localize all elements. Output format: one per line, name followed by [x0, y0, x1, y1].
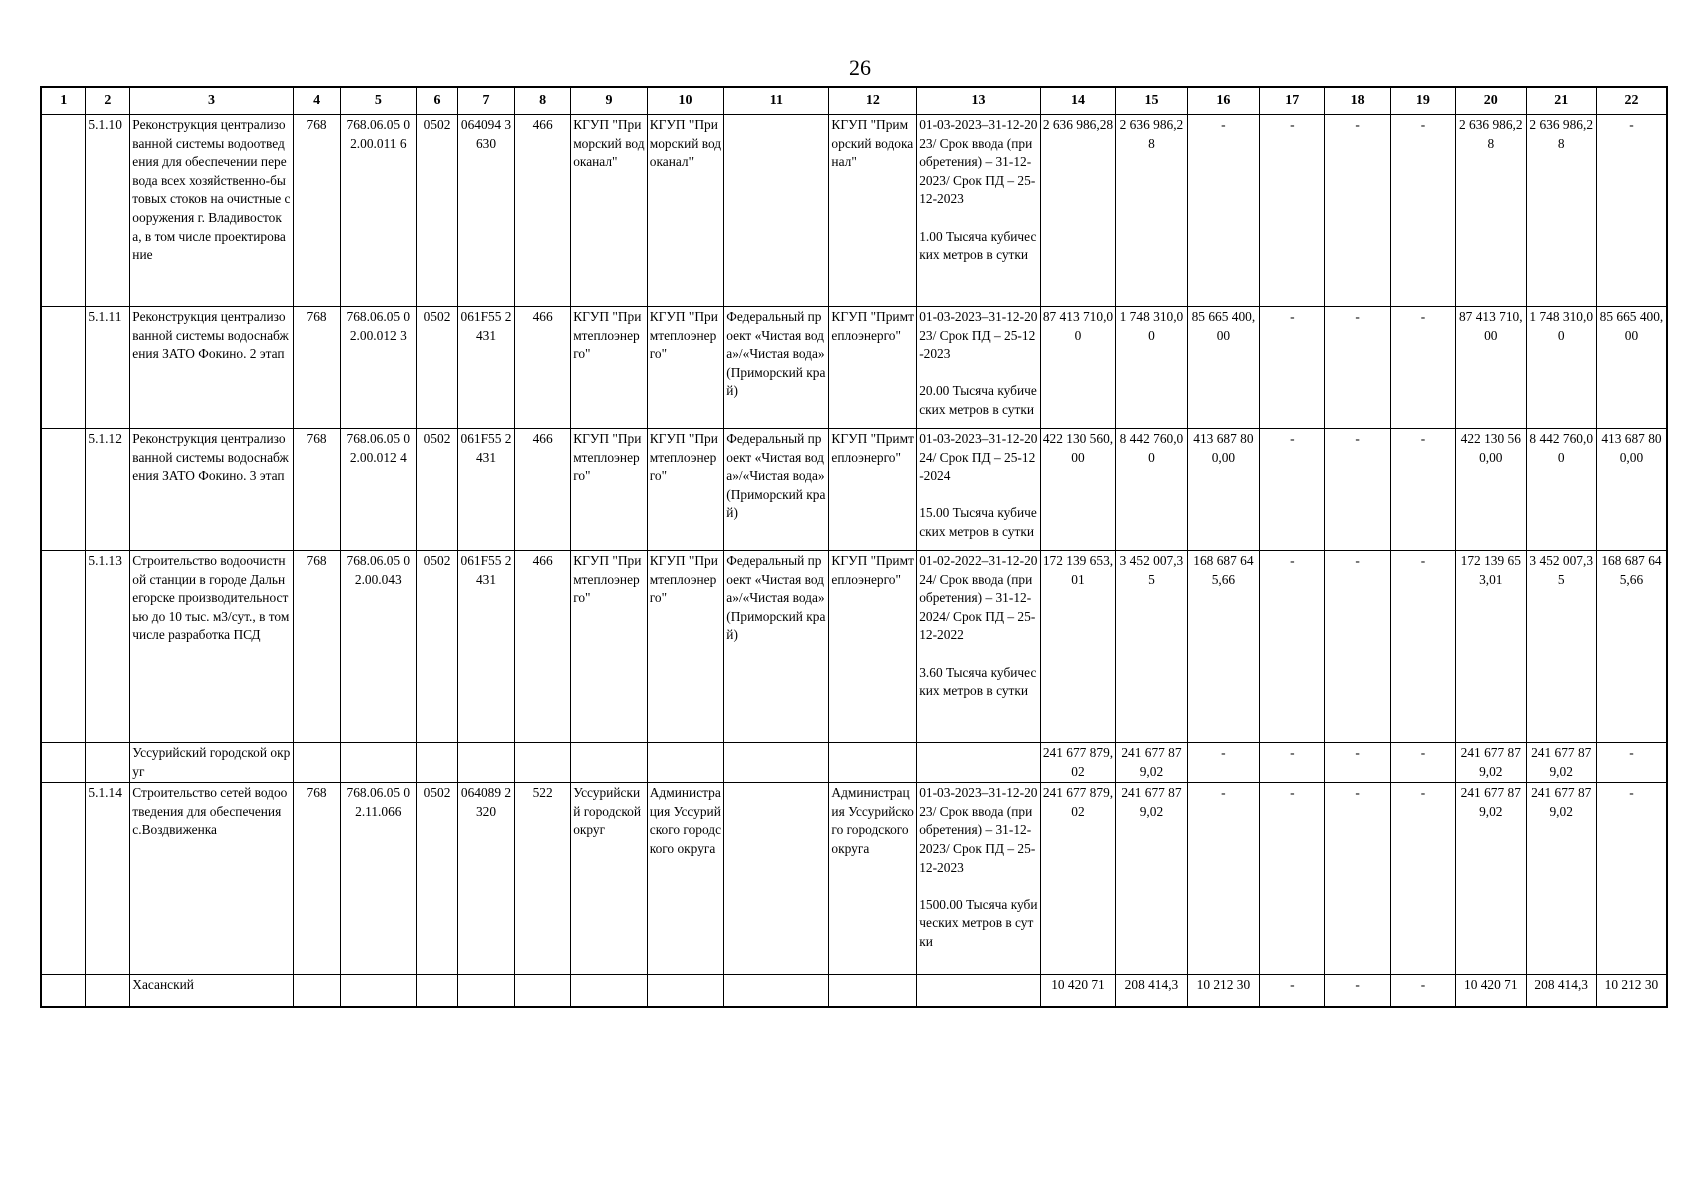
- cell-col-9: КГУП "Примтеплоэнерго": [571, 307, 648, 429]
- cell-col-21: 1 748 310,00: [1526, 307, 1596, 429]
- cell-col-18: -: [1325, 115, 1390, 307]
- cell-col-22: 10 212 30: [1596, 975, 1667, 1007]
- cell-col-13: 01-03-2023–31-12-2023/ Срок ввода (приобретения) – 31-12-2023/ Срок ПД – 25-12-2023 1500.00 Тысяча кубических метров в сутки: [917, 783, 1041, 975]
- cell-col-6: 0502: [417, 307, 458, 429]
- column-number: 14: [1040, 87, 1116, 115]
- cell-col-12: КГУП "Приморский водоканал": [829, 115, 917, 307]
- cell-col-20: 2 636 986,28: [1456, 115, 1526, 307]
- cell-col-11: [724, 743, 829, 783]
- cell-col-16: -: [1187, 115, 1259, 307]
- column-number: 1: [41, 87, 86, 115]
- cell-col-1: [41, 307, 86, 429]
- cell-col-14: 422 130 560,00: [1040, 429, 1116, 551]
- cell-col-10: КГУП "Примтеплоэнерго": [647, 307, 724, 429]
- cell-col-1: [41, 975, 86, 1007]
- cell-col-7: [457, 743, 514, 783]
- measure-number: [86, 975, 130, 1007]
- cell-col-15: 3 452 007,35: [1116, 551, 1187, 743]
- cell-col-7: 064089 2320: [457, 783, 514, 975]
- cell-col-22: 413 687 800,00: [1596, 429, 1667, 551]
- table-row: [41, 743, 1667, 783]
- table-row: [41, 783, 1667, 975]
- cell-col-21: 3 452 007,35: [1526, 551, 1596, 743]
- cell-col-4: 768: [293, 307, 340, 429]
- cell-col-18: -: [1325, 551, 1390, 743]
- cell-col-4: [293, 975, 340, 1007]
- cell-col-5: 768.06.05 02.11.066: [340, 783, 417, 975]
- cell-col-16: 413 687 800,00: [1187, 429, 1259, 551]
- cell-col-6: [417, 975, 458, 1007]
- cell-col-8: 466: [515, 115, 571, 307]
- cell-col-1: [41, 743, 86, 783]
- cell-col-6: [417, 743, 458, 783]
- measure-number: 5.1.10: [86, 115, 130, 307]
- cell-col-17: -: [1260, 307, 1325, 429]
- cell-col-11: [724, 975, 829, 1007]
- cell-col-13: 01-03-2023–31-12-2023/ Срок ПД – 25-12-2023 20.00 Тысяча кубических метров в сутки: [917, 307, 1041, 429]
- column-number: 5: [340, 87, 417, 115]
- column-number: 2: [86, 87, 130, 115]
- cell-col-9: КГУП "Приморский водоканал": [571, 115, 648, 307]
- cell-col-10: [647, 743, 724, 783]
- cell-col-21: 241 677 879,02: [1526, 783, 1596, 975]
- cell-col-20: 172 139 653,01: [1456, 551, 1526, 743]
- cell-col-8: [515, 975, 571, 1007]
- cell-col-17: -: [1260, 783, 1325, 975]
- cell-col-13: 01-03-2023–31-12-2023/ Срок ввода (приобретения) – 31-12-2023/ Срок ПД – 25-12-2023 1.00 Тысяча кубических метров в сутки: [917, 115, 1041, 307]
- cell-col-10: КГУП "Примтеплоэнерго": [647, 429, 724, 551]
- cell-col-18: -: [1325, 975, 1390, 1007]
- cell-col-18: -: [1325, 429, 1390, 551]
- cell-col-11: [724, 783, 829, 975]
- cell-col-15: 1 748 310,00: [1116, 307, 1187, 429]
- measure-title: Реконструкция централизованной системы водоснабжения ЗАТО Фокино. 2 этап: [130, 307, 293, 429]
- cell-col-4: 768: [293, 551, 340, 743]
- column-number: 18: [1325, 87, 1390, 115]
- cell-col-8: 466: [515, 307, 571, 429]
- cell-col-4: 768: [293, 429, 340, 551]
- cell-col-10: Администрация Уссурийского городского округа: [647, 783, 724, 975]
- cell-col-16: -: [1187, 743, 1259, 783]
- cell-col-13: 01-03-2023–31-12-2024/ Срок ПД – 25-12-2024 15.00 Тысяча кубических метров в сутки: [917, 429, 1041, 551]
- cell-col-22: -: [1596, 743, 1667, 783]
- measure-title: Хасанский: [130, 975, 293, 1007]
- cell-col-12: КГУП "Примтеплоэнерго": [829, 307, 917, 429]
- cell-col-21: 208 414,3: [1526, 975, 1596, 1007]
- cell-col-14: 87 413 710,00: [1040, 307, 1116, 429]
- measure-number: 5.1.11: [86, 307, 130, 429]
- cell-col-9: [571, 743, 648, 783]
- cell-col-20: 241 677 879,02: [1456, 743, 1526, 783]
- column-number: 20: [1456, 87, 1526, 115]
- cell-col-1: [41, 551, 86, 743]
- cell-col-20: 241 677 879,02: [1456, 783, 1526, 975]
- cell-col-13: [917, 975, 1041, 1007]
- cell-col-19: -: [1390, 429, 1455, 551]
- cell-col-21: 2 636 986,28: [1526, 115, 1596, 307]
- cell-col-1: [41, 429, 86, 551]
- cell-col-13: 01-02-2022–31-12-2024/ Срок ввода (приобретения) – 31-12-2024/ Срок ПД – 25-12-2022 3.60 Тысяча кубических метров в сутки: [917, 551, 1041, 743]
- cell-col-9: [571, 975, 648, 1007]
- cell-col-12: Администрация Уссурийского городского округа: [829, 783, 917, 975]
- column-number: 16: [1187, 87, 1259, 115]
- cell-col-19: -: [1390, 115, 1455, 307]
- cell-col-7: 061F55 2431: [457, 429, 514, 551]
- cell-col-6: 0502: [417, 783, 458, 975]
- cell-col-12: [829, 975, 917, 1007]
- cell-col-13: [917, 743, 1041, 783]
- cell-col-8: 522: [515, 783, 571, 975]
- column-number: 7: [457, 87, 514, 115]
- table-row: [41, 551, 1667, 743]
- measure-title: Реконструкция централизованной системы водоснабжения ЗАТО Фокино. 3 этап: [130, 429, 293, 551]
- cell-col-5: [340, 743, 417, 783]
- cell-col-5: [340, 975, 417, 1007]
- cell-col-17: -: [1260, 743, 1325, 783]
- cell-col-12: КГУП "Примтеплоэнерго": [829, 429, 917, 551]
- column-number: 12: [829, 87, 917, 115]
- column-number-row: [41, 87, 1667, 115]
- column-number: 13: [917, 87, 1041, 115]
- cell-col-16: 168 687 645,66: [1187, 551, 1259, 743]
- cell-col-19: -: [1390, 551, 1455, 743]
- column-number: 10: [647, 87, 724, 115]
- cell-col-7: 064094 3630: [457, 115, 514, 307]
- cell-col-5: 768.06.05 02.00.043: [340, 551, 417, 743]
- cell-col-22: 168 687 645,66: [1596, 551, 1667, 743]
- cell-col-8: [515, 743, 571, 783]
- column-number: 9: [571, 87, 648, 115]
- cell-col-22: 85 665 400,00: [1596, 307, 1667, 429]
- cell-col-11: Федеральный проект «Чистая вода»/«Чистая вода» (Приморский край): [724, 551, 829, 743]
- cell-col-11: Федеральный проект «Чистая вода»/«Чистая вода» (Приморский край): [724, 429, 829, 551]
- cell-col-7: 061F55 2431: [457, 307, 514, 429]
- column-number: 3: [130, 87, 293, 115]
- cell-col-5: 768.06.05 02.00.012 3: [340, 307, 417, 429]
- cell-col-19: -: [1390, 783, 1455, 975]
- cell-col-19: -: [1390, 307, 1455, 429]
- cell-col-15: 241 677 879,02: [1116, 783, 1187, 975]
- cell-col-16: -: [1187, 783, 1259, 975]
- measure-title: Уссурийский городской округ: [130, 743, 293, 783]
- cell-col-7: [457, 975, 514, 1007]
- table-row: [41, 975, 1667, 1007]
- cell-col-15: 2 636 986,28: [1116, 115, 1187, 307]
- cell-col-14: 172 139 653,01: [1040, 551, 1116, 743]
- cell-col-18: -: [1325, 783, 1390, 975]
- measure-number: 5.1.14: [86, 783, 130, 975]
- cell-col-4: 768: [293, 115, 340, 307]
- column-number: 6: [417, 87, 458, 115]
- cell-col-19: -: [1390, 975, 1455, 1007]
- column-number: 17: [1260, 87, 1325, 115]
- cell-col-14: 10 420 71: [1040, 975, 1116, 1007]
- cell-col-1: [41, 783, 86, 975]
- cell-col-11: Федеральный проект «Чистая вода»/«Чистая вода» (Приморский край): [724, 307, 829, 429]
- cell-col-16: 10 212 30: [1187, 975, 1259, 1007]
- cell-col-11: [724, 115, 829, 307]
- cell-col-10: КГУП "Приморский водоканал": [647, 115, 724, 307]
- cell-col-4: 768: [293, 783, 340, 975]
- cell-col-9: КГУП "Примтеплоэнерго": [571, 551, 648, 743]
- cell-col-21: 8 442 760,00: [1526, 429, 1596, 551]
- column-number: 4: [293, 87, 340, 115]
- cell-col-9: КГУП "Примтеплоэнерго": [571, 429, 648, 551]
- measure-title: Строительство сетей водоотведения для обеспечения с.Воздвиженка: [130, 783, 293, 975]
- measure-title: Строительство водоочистной станции в городе Дальнегорске производительностью до 10 тыс. м3/сут., в том числе разработка ПСД: [130, 551, 293, 743]
- cell-col-17: -: [1260, 115, 1325, 307]
- cell-col-21: 241 677 879,02: [1526, 743, 1596, 783]
- column-number: 21: [1526, 87, 1596, 115]
- column-number: 11: [724, 87, 829, 115]
- cell-col-10: КГУП "Примтеплоэнерго": [647, 551, 724, 743]
- cell-col-17: -: [1260, 429, 1325, 551]
- cell-col-8: 466: [515, 429, 571, 551]
- table-body: [41, 115, 1667, 1007]
- cell-col-1: [41, 115, 86, 307]
- measure-number: 5.1.12: [86, 429, 130, 551]
- column-number: 8: [515, 87, 571, 115]
- cell-col-9: Уссурийский городской округ: [571, 783, 648, 975]
- cell-col-14: 241 677 879,02: [1040, 743, 1116, 783]
- column-number: 19: [1390, 87, 1455, 115]
- cell-col-15: 8 442 760,00: [1116, 429, 1187, 551]
- cell-col-6: 0502: [417, 115, 458, 307]
- cell-col-22: -: [1596, 115, 1667, 307]
- cell-col-22: -: [1596, 783, 1667, 975]
- cell-col-14: 241 677 879,02: [1040, 783, 1116, 975]
- cell-col-8: 466: [515, 551, 571, 743]
- table-row: [41, 429, 1667, 551]
- cell-col-7: 061F55 2431: [457, 551, 514, 743]
- cell-col-20: 87 413 710,00: [1456, 307, 1526, 429]
- cell-col-5: 768.06.05 02.00.011 6: [340, 115, 417, 307]
- cell-col-12: [829, 743, 917, 783]
- column-number: 22: [1596, 87, 1667, 115]
- cell-col-6: 0502: [417, 429, 458, 551]
- cell-col-16: 85 665 400,00: [1187, 307, 1259, 429]
- cell-col-10: [647, 975, 724, 1007]
- cell-col-12: КГУП "Примтеплоэнерго": [829, 551, 917, 743]
- table-row: [41, 115, 1667, 307]
- cell-col-14: 2 636 986,28: [1040, 115, 1116, 307]
- cell-col-15: 241 677 879,02: [1116, 743, 1187, 783]
- cell-col-20: 422 130 560,00: [1456, 429, 1526, 551]
- cell-col-18: -: [1325, 307, 1390, 429]
- cell-col-17: -: [1260, 551, 1325, 743]
- cell-col-5: 768.06.05 02.00.012 4: [340, 429, 417, 551]
- table-row: [41, 307, 1667, 429]
- measure-title: Реконструкция централизованной системы водоотведения для обеспечении перевода всех хозяйственно-бытовых стоков на очистные сооружения г. Владивостока, в том числе проектирование: [130, 115, 293, 307]
- page-number: 26: [849, 55, 871, 80]
- cell-col-20: 10 420 71: [1456, 975, 1526, 1007]
- cell-col-19: -: [1390, 743, 1455, 783]
- cell-col-18: -: [1325, 743, 1390, 783]
- measure-number: [86, 743, 130, 783]
- cell-col-4: [293, 743, 340, 783]
- cell-col-17: -: [1260, 975, 1325, 1007]
- cell-col-6: 0502: [417, 551, 458, 743]
- measure-number: 5.1.13: [86, 551, 130, 743]
- program-measures-table: [40, 86, 1668, 1008]
- column-number: 15: [1116, 87, 1187, 115]
- cell-col-15: 208 414,3: [1116, 975, 1187, 1007]
